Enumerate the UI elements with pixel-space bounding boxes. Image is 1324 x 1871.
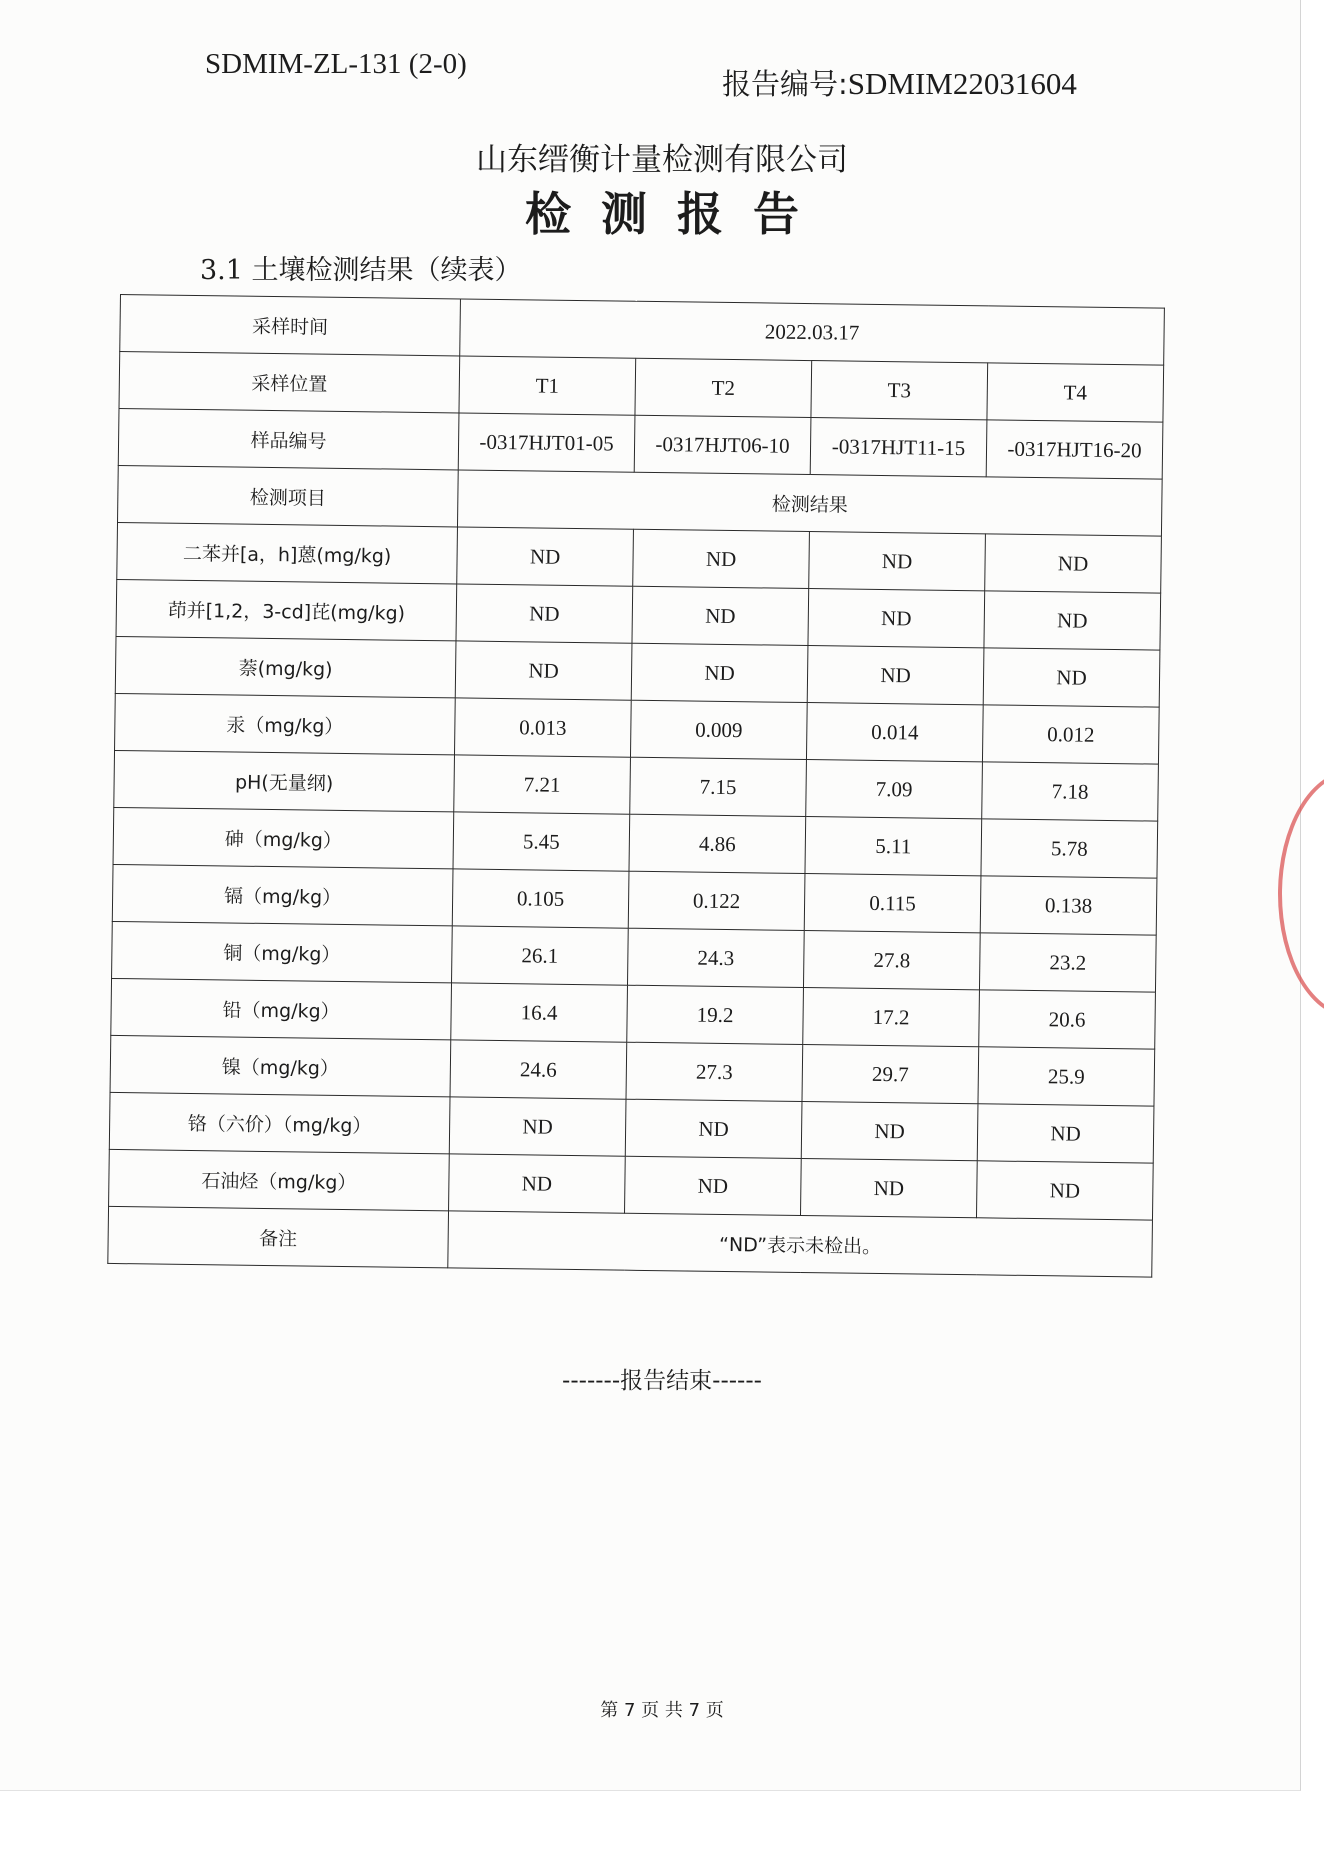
location-cell: T1 <box>459 356 636 415</box>
test-item-cell: 砷（mg/kg） <box>113 807 454 868</box>
remark-text: “ND”表示未检出。 <box>448 1211 1153 1277</box>
test-item-cell: 萘(mg/kg) <box>115 636 456 697</box>
result-cell: 0.013 <box>454 698 631 757</box>
result-cell: ND <box>809 532 986 591</box>
test-result-label: 检测结果 <box>457 470 1162 536</box>
result-cell: 4.86 <box>629 814 806 873</box>
sample-number-cell: -0317HJT16-20 <box>986 420 1163 479</box>
result-cell: ND <box>625 1156 802 1215</box>
result-cell: ND <box>455 641 632 700</box>
result-cell: 27.3 <box>626 1042 803 1101</box>
sample-number-cell: -0317HJT11-15 <box>810 418 987 477</box>
sampling-location-label: 采样位置 <box>119 352 460 413</box>
location-cell: T3 <box>811 361 988 420</box>
remark-label: 备注 <box>108 1206 449 1267</box>
company-name: 山东缙衡计量检测有限公司 <box>476 142 848 178</box>
result-cell: 29.7 <box>802 1045 979 1104</box>
result-cell: 7.18 <box>982 762 1159 821</box>
result-cell: ND <box>807 646 984 705</box>
result-cell: 0.014 <box>806 703 983 762</box>
result-cell: ND <box>801 1101 978 1160</box>
result-cell: ND <box>985 534 1162 593</box>
result-cell: 19.2 <box>627 985 804 1044</box>
sampling-time-label: 采样时间 <box>120 295 461 356</box>
result-cell: 5.11 <box>805 817 982 876</box>
result-cell: ND <box>800 1158 977 1217</box>
result-cell: 16.4 <box>451 983 628 1042</box>
soil-result-table <box>107 294 1165 1278</box>
result-cell: ND <box>808 589 985 648</box>
result-table-body <box>108 295 1165 1278</box>
result-cell: 5.45 <box>453 812 630 871</box>
result-cell: 0.009 <box>630 700 807 759</box>
result-cell: 24.6 <box>450 1040 627 1099</box>
report-number-value: SDMIM22031604 <box>847 66 1077 101</box>
test-item-label: 检测项目 <box>118 465 459 526</box>
document-code: SDMIM-ZL-131 (2-0) <box>205 48 467 80</box>
result-cell: ND <box>632 586 809 645</box>
result-cell: 0.122 <box>628 871 805 930</box>
test-item-cell: 镉（mg/kg） <box>112 864 453 925</box>
result-cell: 26.1 <box>452 926 629 985</box>
test-item-cell: 镍（mg/kg） <box>110 1035 451 1096</box>
result-cell: ND <box>631 643 808 702</box>
sampling-time-value: 2022.03.17 <box>460 299 1165 365</box>
result-cell: ND <box>983 648 1160 707</box>
sample-number-cell: -0317HJT01-05 <box>458 413 635 472</box>
result-cell: 7.15 <box>630 757 807 816</box>
test-item-cell: 汞（mg/kg） <box>115 693 456 754</box>
result-cell: 17.2 <box>803 988 980 1047</box>
result-cell: ND <box>633 529 810 588</box>
section-title: 3.1 土壤检测结果（续表） <box>200 255 522 286</box>
page-number: 第 7 页 共 7 页 <box>600 1700 724 1721</box>
result-cell: ND <box>976 1161 1153 1220</box>
result-cell: 5.78 <box>981 819 1158 878</box>
test-item-cell: 铜（mg/kg） <box>112 921 453 982</box>
report-title: 检测报告 <box>525 187 829 241</box>
result-cell: 25.9 <box>978 1047 1155 1106</box>
result-cell: ND <box>449 1154 626 1213</box>
result-cell: 0.115 <box>804 874 981 933</box>
report-number <box>722 62 1077 103</box>
result-cell: 0.138 <box>980 876 1157 935</box>
location-cell: T4 <box>987 363 1164 422</box>
result-cell: 23.2 <box>979 933 1156 992</box>
test-item-cell: 铬（六价）（mg/kg） <box>109 1092 450 1153</box>
result-cell: ND <box>625 1099 802 1158</box>
test-item-cell: pH(无量纲) <box>114 750 455 811</box>
location-cell: T2 <box>635 358 812 417</box>
result-cell: ND <box>984 591 1161 650</box>
test-item-cell: 石油烃（mg/kg） <box>109 1149 450 1210</box>
sample-number-label: 样品编号 <box>118 408 459 469</box>
result-cell: 7.09 <box>806 760 983 819</box>
result-cell: ND <box>449 1097 626 1156</box>
result-cell: 7.21 <box>454 755 631 814</box>
test-item-cell: 茚并[1,2，3-cd]芘(mg/kg) <box>116 579 457 640</box>
report-number-label: 报告编号: <box>722 67 848 101</box>
test-item-cell: 铅（mg/kg） <box>111 978 452 1039</box>
result-cell: 27.8 <box>803 931 980 990</box>
result-cell: ND <box>457 527 634 586</box>
result-cell: ND <box>456 584 633 643</box>
result-cell: 0.105 <box>452 869 629 928</box>
sample-number-cell: -0317HJT06-10 <box>634 415 811 474</box>
result-cell: 0.012 <box>982 705 1159 764</box>
result-cell: ND <box>977 1104 1154 1163</box>
result-cell: 20.6 <box>979 990 1156 1049</box>
red-seal-stamp <box>1278 770 1324 1018</box>
report-end-marker: -------报告结束------ <box>562 1368 762 1394</box>
result-cell: 24.3 <box>627 928 804 987</box>
test-item-cell: 二苯并[a，h]蒽(mg/kg) <box>117 522 458 583</box>
